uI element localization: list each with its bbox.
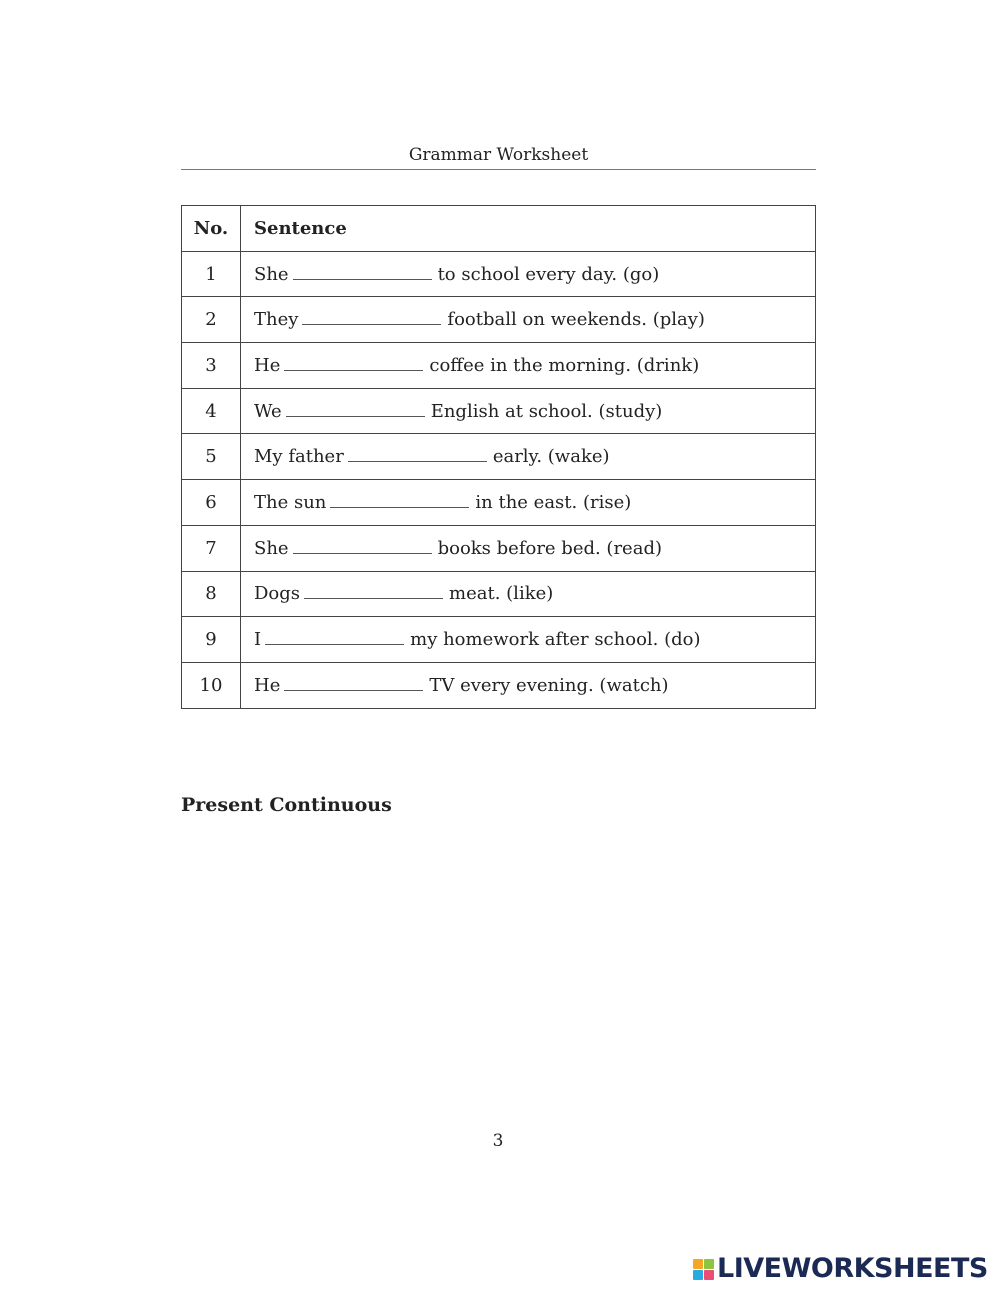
sentence-start: She [254,537,289,559]
row-number: 8 [182,571,241,617]
sentence-start: Dogs [254,583,301,605]
answer-blank[interactable] [265,630,404,645]
row-number: 1 [182,251,241,297]
sentence-start: She [254,263,289,285]
column-header-sentence: Sentence [241,206,816,252]
answer-blank[interactable] [293,539,432,554]
sentence-end: TV every evening. (watch) [429,674,669,696]
table-row [182,388,816,434]
table-row [182,297,816,343]
row-sentence [241,388,816,434]
sentence-end: football on weekends. (play) [447,309,705,331]
row-sentence [241,343,816,389]
sentence-start: We [254,400,282,422]
answer-blank[interactable] [348,447,487,462]
brand-name: LIVEWORKSHEETS [717,1253,988,1284]
page-header-title: Grammar Worksheet [408,145,589,165]
row-number: 7 [182,525,241,571]
row-number: 4 [182,388,241,434]
column-header-no: No. [182,206,241,252]
sentence-end: English at school. (study) [430,400,663,422]
sentence-start: I [254,629,262,651]
row-number: 6 [182,480,241,526]
answer-blank[interactable] [284,676,423,691]
row-sentence [241,251,816,297]
table-row [182,434,816,480]
table-header-row [182,206,816,252]
sentence-end: in the east. (rise) [475,491,632,513]
row-sentence [241,662,816,708]
liveworksheets-logo-icon [693,1259,714,1280]
sentence-start: They [254,309,299,331]
sentence-start: He [254,354,281,376]
brand-logo [693,1254,988,1284]
row-sentence [241,525,816,571]
logo-square-3 [693,1270,703,1280]
sentence-start: He [254,674,281,696]
row-number: 5 [182,434,241,480]
sentence-start: My father [254,446,344,468]
table-row [182,480,816,526]
row-sentence [241,434,816,480]
section-heading: Present Continuous [181,794,392,816]
table-row [182,343,816,389]
table-row [182,251,816,297]
row-number: 3 [182,343,241,389]
table-row [182,571,816,617]
row-sentence [241,617,816,663]
logo-square-1 [693,1259,703,1269]
sentence-end: coffee in the morning. (drink) [429,354,700,376]
logo-square-4 [704,1270,714,1280]
row-number: 10 [182,662,241,708]
row-sentence [241,297,816,343]
page-number: 3 [492,1131,504,1151]
sentence-end: to school every day. (go) [437,263,660,285]
answer-blank[interactable] [304,584,443,599]
row-number: 9 [182,617,241,663]
logo-square-2 [704,1259,714,1269]
sentence-end: meat. (like) [449,583,554,605]
sentence-start: The sun [254,491,327,513]
table-row [182,662,816,708]
answer-blank[interactable] [286,402,425,417]
answer-blank[interactable] [284,356,423,371]
sentence-end: my homework after school. (do) [410,629,701,651]
answer-blank[interactable] [330,493,469,508]
table-body [182,251,816,708]
table-row [182,617,816,663]
table-row [182,525,816,571]
answer-blank[interactable] [293,265,432,280]
page-header [181,143,816,170]
row-number: 2 [182,297,241,343]
row-sentence [241,571,816,617]
sentence-end: books before bed. (read) [437,537,662,559]
row-sentence [241,480,816,526]
exercise-table [181,205,816,709]
answer-blank[interactable] [302,310,441,325]
sentence-end: early. (wake) [492,446,610,468]
